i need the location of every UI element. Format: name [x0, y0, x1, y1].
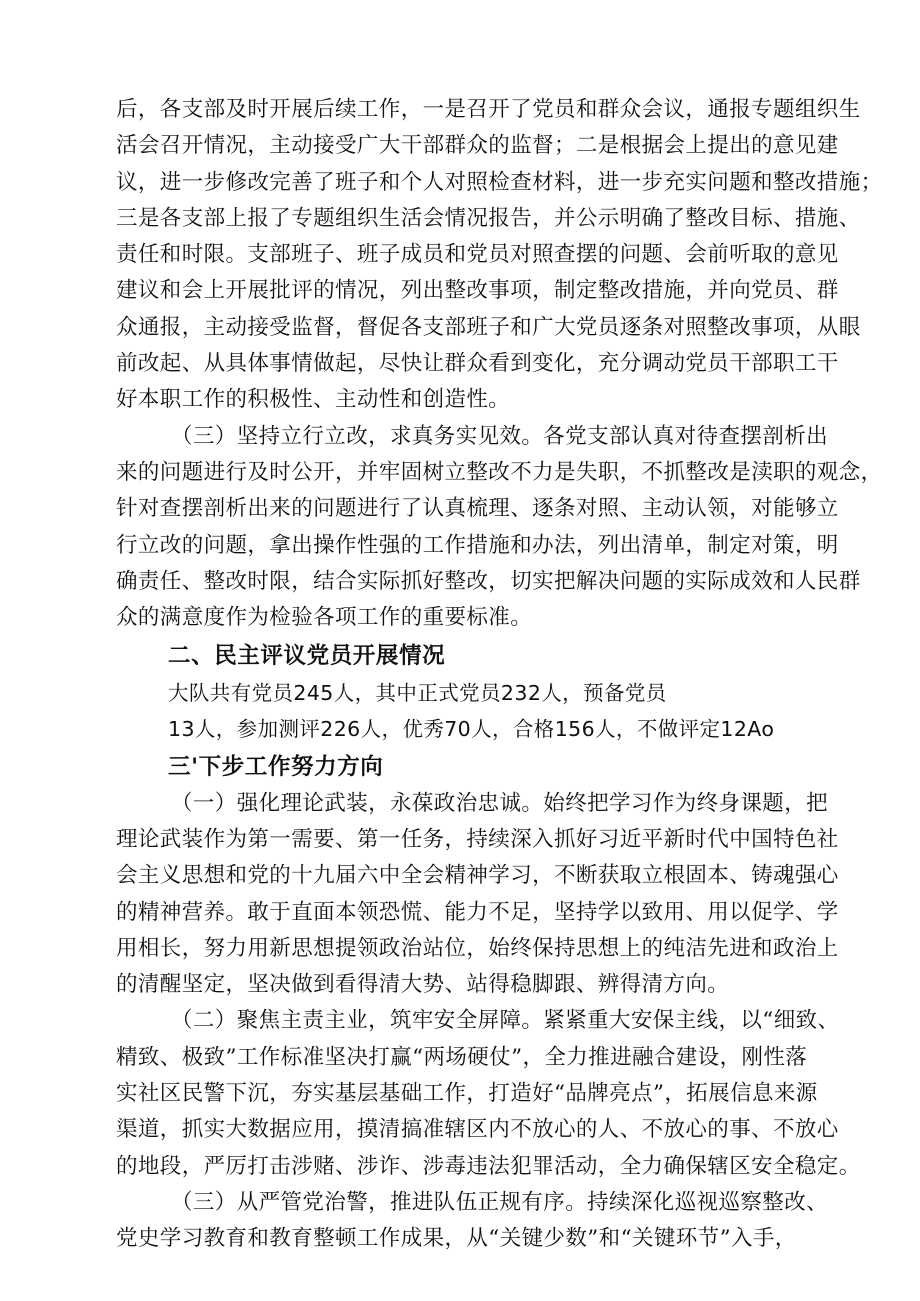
text-line: 众通报，主动接受监督，督促各支部班子和广大党员逐条对照整改事项，从眼	[116, 314, 861, 340]
text-line: 建议和会上开展批评的情况，列出整改事项，制定整改措施，并向党员、群	[116, 278, 839, 304]
member-stats	[116, 675, 826, 748]
text-line: 行立改的问题，拿出操作性强的工作措施和办法，列出清单，制定对策，明	[116, 532, 839, 558]
text-line: 议，进一步修改完善了班子和个人对照检查材料，进一步充实问题和整改措施；	[116, 169, 883, 195]
text-line: （三）从严管党治警，推进队伍正规有序。持续深化巡视巡察整改、	[171, 1189, 829, 1215]
text-line: 会主义思想和党的十九届六中全会精神学习，不断获取立根固本、铸魂强心	[116, 863, 839, 889]
paragraph-followup-work	[116, 92, 883, 419]
text-line: 理论武装作为第一需要、第一任务，持续深入抓好习近平新时代中国特色社	[116, 826, 839, 852]
text-line: 活会召开情况，主动接受广大干部群众的监督；二是根据会上提出的意见建	[116, 133, 839, 159]
paragraph-theory-armament	[116, 786, 839, 1004]
text-line: 好本职工作的积极性、主动性和创造性。	[116, 387, 511, 413]
paragraph-strict-management	[116, 1185, 829, 1258]
text-line: 渠道，抓实大数据应用，摸清搞准辖区内不放心的人、不放心的事、不放心	[116, 1117, 839, 1143]
text-line: 来的问题进行及时公开，并牢固树立整改不力是失职，不抓整改是渎职的观念，	[116, 459, 883, 485]
text-line: 确责任、整改时限，结合实际抓好整改，切实把解决问题的实际成效和人民群	[116, 568, 861, 594]
section-heading-3: 三'下步工作努力方向	[168, 754, 384, 781]
text-line: 用相长，努力用新思想提领政治站位，始终保持思想上的纯洁先进和政治上	[116, 935, 839, 961]
section-heading-2: 二、民主评议党员开展情况	[168, 643, 446, 670]
text-line: 实社区民警下沉，夯实基层基础工作，打造好“品牌亮点”，拓展信息来源	[116, 1081, 818, 1107]
text-line: 针对查摆剖析出来的问题进行了认真梳理、逐条对照、主动认领，对能够立	[116, 496, 839, 522]
text-line: 的地段，严厉打击涉赌、涉诈、涉毒违法犯罪活动，全力确保辖区安全稳定。	[116, 1153, 861, 1179]
document-body	[116, 92, 883, 1258]
text-line: 前改起、从具体事情做起，尽快让群众看到变化，充分调动党员干部职工干	[116, 351, 839, 377]
text-line: 的精神营养。敢于直面本领恐慌、能力不足，坚持学以致用、用以促学、学	[116, 899, 839, 925]
text-line: 党史学习教育和教育整顿工作成果，从“关键少数”和“关键环节”入手，	[116, 1226, 797, 1252]
paragraph-security-barrier	[116, 1003, 861, 1184]
text-line: 的清醒坚定，坚决做到看得清大势、站得稳脚跟、辨得清方向。	[116, 972, 730, 998]
text-line: （三）坚持立行立改，求真务实见效。各党支部认真对待查摆剖析出	[171, 423, 829, 449]
text-line: 三是各支部上报了专题组织生活会情况报告，并公示明确了整改目标、措施、	[116, 205, 861, 231]
paragraph-immediate-rectification	[116, 419, 883, 637]
text-line: （二）聚焦主责主业，筑牢安全屏障。紧紧重大安保主线，以“细致、	[171, 1008, 840, 1034]
text-line: 众的满意度作为检验各项工作的重要标准。	[116, 605, 533, 631]
text-line: 精致、极致”工作标准坚决打赢“两场硬仗”，全力推进融合建设，刚性落	[116, 1044, 808, 1070]
text-line: （一）强化理论武装，永葆政治忠诚。始终把学习作为终身课题，把	[171, 790, 829, 816]
stats-line: 大队共有党员245人，其中正式党员232人，预备党员	[168, 680, 667, 705]
stats-line: 13人，参加测评226人，优秀70人，合格156人，不做评定12Ao	[168, 717, 775, 742]
text-line: 责任和时限。支部班子、班子成员和党员对照查摆的问题、会前听取的意见	[116, 242, 839, 268]
text-line: 后，各支部及时开展后续工作，一是召开了党员和群众会议，通报专题组织生	[116, 97, 861, 122]
